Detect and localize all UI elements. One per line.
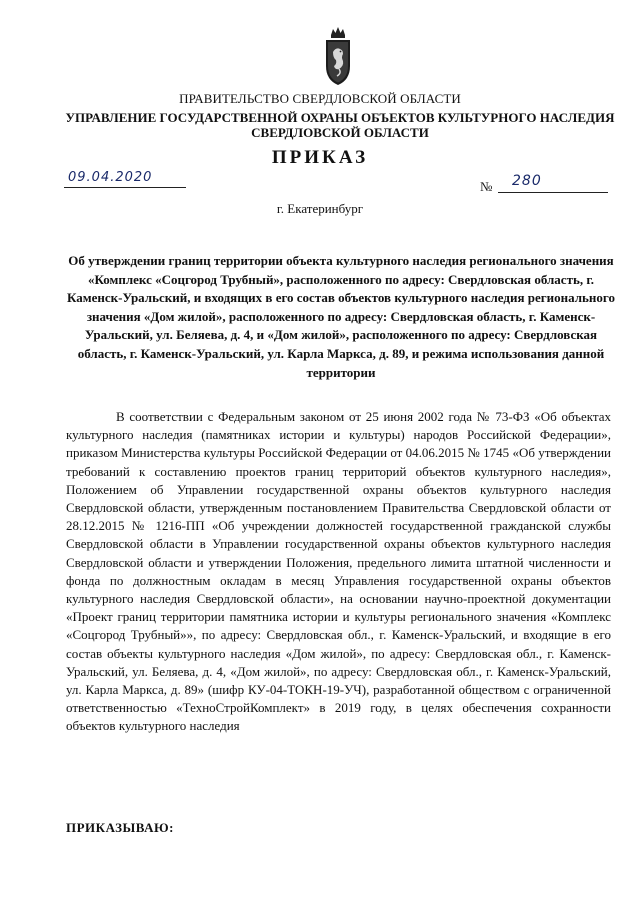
coat-of-arms-icon xyxy=(324,26,352,86)
city-name: г. Екатеринбург xyxy=(276,201,364,216)
date-field xyxy=(64,169,186,188)
department-name: УПРАВЛЕНИЕ ГОСУДАРСТВЕННОЙ ОХРАНЫ ОБЪЕКТОВ КУЛЬТУРНОГО НАСЛЕДИЯ СВЕРДЛОВСКОЙ ОБЛАСТИ xyxy=(65,110,615,140)
order-subject: Об утверждении границ территории объекта культурного наследия регионального значения «Комплекс «Соцгород Трубный», расположенного по адресу: Свердловская область, г. Каменск-Уральский, и входящих в его состав объектов культурного наследия регионального значения «Дом жилой», расположенного по адресу: Свердловская область, г. Каменск-Уральский, ул. Беляева, д. 4, и «Дом жилой», расположенного по адресу: Свердловская область, г. Каменск-Уральский, ул. Карла Маркса, д. 89, и режима использования данной территории xyxy=(67,253,615,380)
decree-heading: ПРИКАЗЫВАЮ: xyxy=(66,820,174,835)
number-label: № xyxy=(480,179,493,194)
number-underline xyxy=(498,173,608,193)
document-type-title: ПРИКАЗ xyxy=(271,147,369,168)
handwritten-number: 280 xyxy=(512,173,542,189)
handwritten-date: 09.04.2020 xyxy=(68,170,153,185)
preamble-paragraph: В соответствии с Федеральным законом от 25 июня 2002 года № 73-ФЗ «Об объектах культурного наследия (памятниках истории и культуры) народов Российской Федерации», приказом Министерства культуры Российской Федерации от 04.06.2015 № 1745 «Об утверждении требований к составлению проектов границ территорий объектов культурного наследия», Положением об Управлении государственной охраны объектов культурного наследия Свердловской области, утвержденным постановлением Правительства Свердловской области от 28.12.2015 № 1216-ПП «Об учреждении должностей государственной гражданской службы Свердловской области в Управлении государственной охраны объектов культурного наследия Свердловской области и утверждении Положения, предельного лимита штатной численности и фонда по должностным окладам в месяц Управления государственной охраны объектов культурного наследия Свердловской области», на основании научно-проектной документации «Проект границ территории памятника истории и культуры регионального значения «Комплекс «Соцгород Трубный»», по адресу: Свердловская обл., г. Каменск-Уральский, и входящие в его состав объекты культурного наследия «Дом жилой», по адресу: Свердловская обл., г. Каменск-Уральский, ул. Беляева, д. 4, «Дом жилой», по адресу: Свердловская обл., г. Каменск-Уральский, ул. Карла Маркса, д. 89» (шифр КУ-04-ТОКН-19-УЧ), разработанной обществом с ограниченной ответственностью «ТехноСтройКомплект» в 2019 году, в целях обеспечения сохранности объектов культурного наследия xyxy=(66,409,611,734)
order-number-field xyxy=(480,173,610,194)
government-name: ПРАВИТЕЛЬСТВО СВЕРДЛОВСКОЙ ОБЛАСТИ xyxy=(179,91,461,106)
